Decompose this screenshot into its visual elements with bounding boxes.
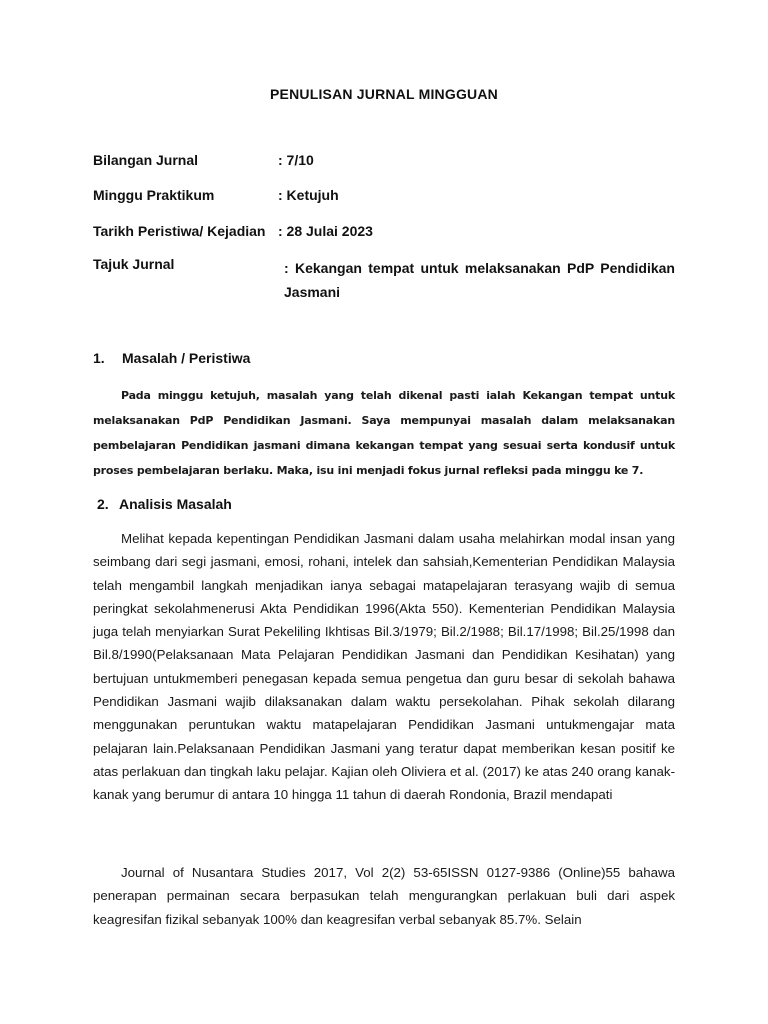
section-heading-masalah	[93, 350, 250, 366]
section-number: 2.	[97, 496, 109, 512]
meta-label: Minggu Praktikum	[93, 187, 215, 203]
meta-label: Tajuk Jurnal	[93, 256, 175, 272]
meta-value: : 28 Julai 2023	[278, 223, 373, 239]
paragraph-masalah: Pada minggu ketujuh, masalah yang telah dikenal pasti ialah Kekangan tempat untuk melaksanakan PdP Pendidikan Jasmani. Saya mempunyai masalah dalam melaksanakan pembelajaran Pendidikan jasmani dimana kekangan tempat yang sesuai serta kondusif untuk proses pembelajaran berlaku. Maka, isu ini menjadi fokus jurnal refleksi pada minggu ke 7.	[93, 389, 675, 477]
meta-row-bilangan-jurnal	[93, 152, 314, 168]
meta-value: : Ketujuh	[278, 187, 339, 203]
page-title: PENULISAN JURNAL MINGGUAN	[270, 86, 498, 102]
section-number: 1.	[93, 350, 105, 366]
tajuk-jurnal-value: : Kekangan tempat untuk melaksanakan PdP Pendidikan Jasmani	[284, 260, 675, 300]
meta-label: Bilangan Jurnal	[93, 152, 199, 168]
section-title: Analisis Masalah	[119, 496, 232, 512]
meta-label: Tarikh Peristiwa/ Kejadian	[93, 223, 266, 239]
paragraph-analisis-2: Journal of Nusantara Studies 2017, Vol 2(2) 53-65ISSN 0127-9386 (Online)55 bahawa penerapan permainan secara berpasukan telah mengurangkan perlakuan buli dari aspek keagresifan fizikal sebanyak 100% dan keagresifan verbal sebanyak 85.7%. Selain	[93, 865, 675, 927]
meta-value: : 7/10	[278, 152, 314, 168]
section-title: Masalah / Peristiwa	[122, 350, 251, 366]
section-heading-analisis	[97, 496, 232, 512]
meta-row-tarikh-peristiwa	[93, 223, 373, 239]
paragraph-analisis-1: Melihat kepada kepentingan Pendidikan Jasmani dalam usaha melahirkan modal insan yang seimbang dari segi jasmani, emosi, rohani, intelek dan sahsiah,Kementerian Pendidikan Malaysia telah mengambil langkah menjadikan ianya sebagai matapelajaran terasyang wajib di semua peringkat sekolahmenerusi Akta Pendidikan 1996(Akta 550). Kementerian Pendidikan Malaysia juga telah menyiarkan Surat Pekeliling Ikhtisas Bil.3/1979; Bil.2/1988; Bil.17/1998; Bil.25/1998 dan Bil.8/1990(Pelaksanaan Mata Pelajaran Pendidikan Jasmani dan Pendidikan Kesihatan) yang bertujuan untukmemberi penegasan kepada semua pengetua dan guru besar di sekolah bahawa Pendidikan Jasmani wajib dilaksanakan dalam waktu persekolahan. Pihak sekolah dilarang menggunakan peruntukan waktu matapelajaran Pendidikan Jasmani untukmengajar mata pelajaran lain.Pelaksanaan Pendidikan Jasmani yang teratur dapat memberikan kesan positif ke atas perlakuan dan tingkah laku pelajar. Kajian oleh Oliviera et al. (2017) ke atas 240 orang kanak-kanak yang berumur di antara 10 hingga 11 tahun di daerah Rondonia, Brazil mendapati	[93, 531, 675, 803]
meta-row-minggu-praktikum	[93, 187, 339, 203]
meta-row-tajuk-jurnal	[93, 256, 278, 272]
